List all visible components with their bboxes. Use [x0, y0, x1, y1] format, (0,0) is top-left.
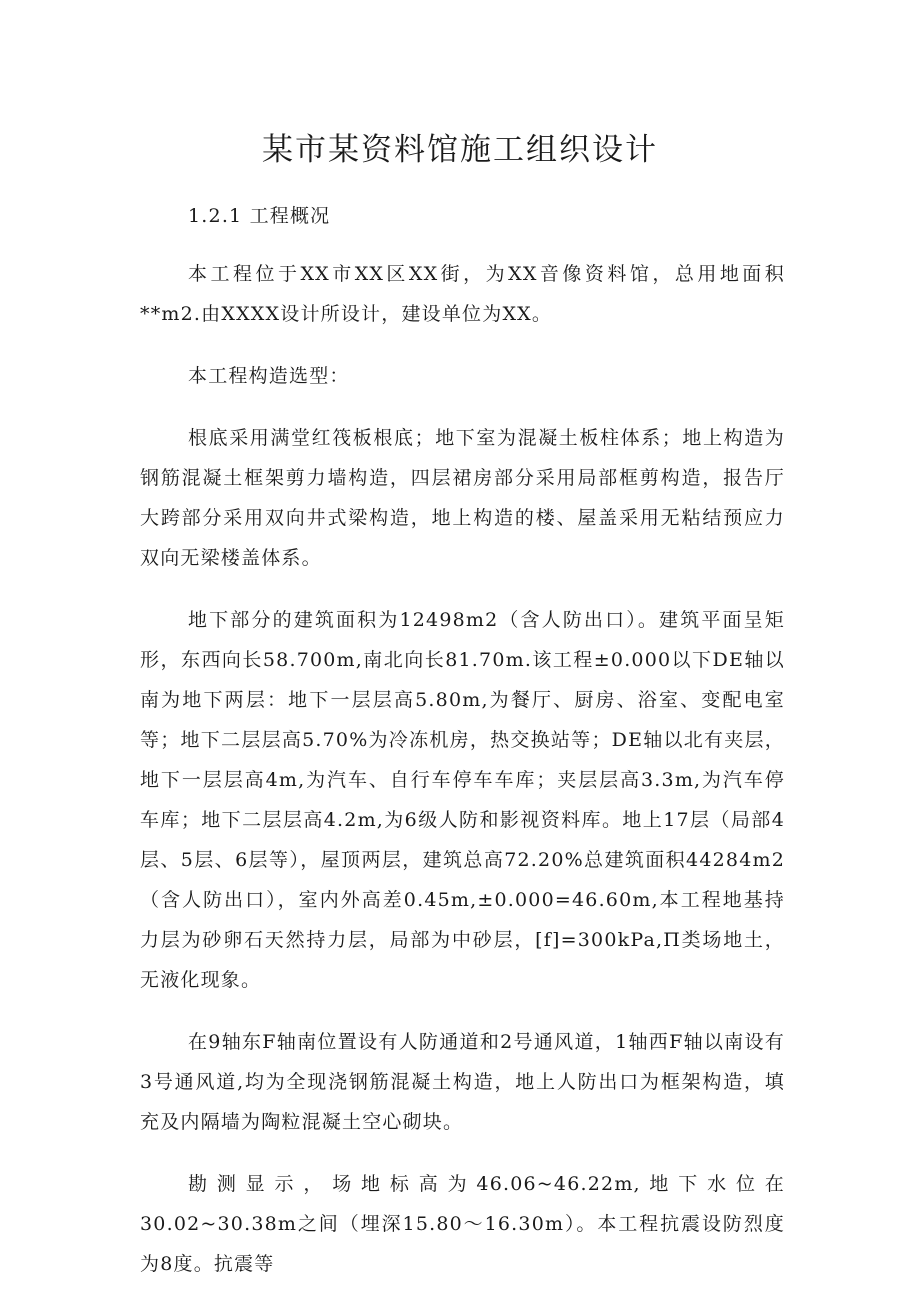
document-body	[140, 196, 785, 1306]
paragraph-underground-area: 地下部分的建筑面积为12498m2（含人防出口）。建筑平面呈矩形，东西向长58.700m,南北向长81.70m.该工程±0.000以下DE轴以南为地下两层：地下一层层高5.80m,为餐厅、厨房、浴室、变配电室等；地下二层层高5.70%为冷冻机房，热交换站等；DE轴以北有夹层，地下一层层高4m,为汽车、自行车停车车库；夹层层高3.3m,为汽车停车库；地下二层层高4.2m,为6级人防和影视资料库。地上17层（局部4层、5层、6层等），屋顶两层，建筑总高72.20%总建筑面积44284m2（含人防出口），室内外高差0.45m,±0.000=46.60m,本工程地基持力层为砂卵石天然持力层，局部为中砂层，[f]=300kPa,Π类场地土，无液化现象。	[140, 609, 785, 991]
paragraph-foundation-structure: 根底采用满堂红筏板根底；地下室为混凝土板柱体系；地上构造为钢筋混凝土框架剪力墙构造，四层裙房部分采用局部框剪构造，报告厅大跨部分采用双向井式梁构造，地上构造的楼、屋盖采用无粘结预应力双向无梁楼盖体系。	[140, 427, 785, 569]
paragraph-civil-defense-ventilation: 在9轴东F轴南位置设有人防通道和2号通风道，1轴西F轴以南设有3号通风道,均为全现浇钢筋混凝土构造，地上人防出口为框架构造，填充及内隔墙为陶粒混凝土空心砌块。	[140, 1031, 785, 1133]
paragraph-survey-results: 勘测显示，场地标高为46.06~46.22m,地下水位在30.02~30.38m之间（埋深15.80～16.30m）。本工程抗震设防烈度为8度。抗震等	[140, 1173, 785, 1275]
document-title: 某市某资料馆施工组织设计	[262, 132, 658, 168]
paragraph-structure-selection: 本工程构造选型：	[188, 365, 350, 387]
paragraph-location: 本工程位于XX市XX区XX街，为XX音像资料馆，总用地面积**m2.由XXXX设计所设计，建设单位为XX。	[140, 263, 785, 325]
section-heading: 1.2.1 工程概况	[188, 205, 331, 227]
